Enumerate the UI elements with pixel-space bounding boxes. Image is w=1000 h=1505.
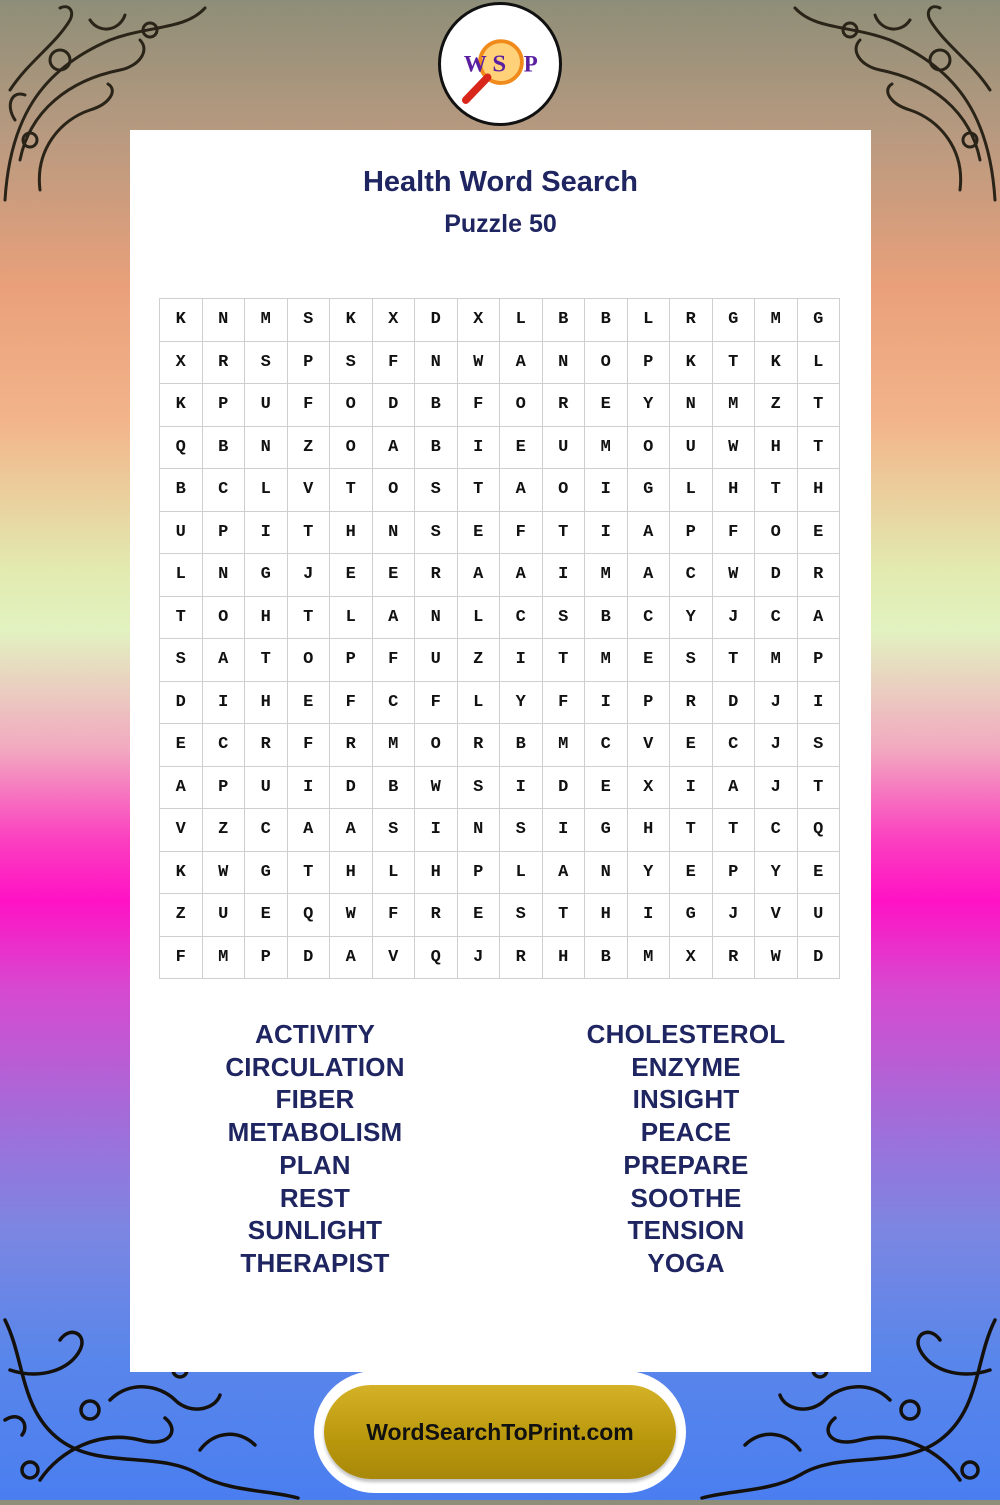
grid-cell[interactable]: V: [373, 937, 416, 980]
grid-cell[interactable]: Y: [755, 852, 798, 895]
grid-cell[interactable]: E: [628, 639, 671, 682]
word-item: THERAPIST: [240, 1247, 390, 1278]
grid-cell[interactable]: F: [288, 384, 331, 427]
grid-cell[interactable]: K: [160, 852, 203, 895]
grid-cell[interactable]: I: [458, 427, 501, 470]
grid-cell[interactable]: B: [585, 597, 628, 640]
grid-cell[interactable]: S: [245, 342, 288, 385]
grid-cell[interactable]: F: [373, 894, 416, 937]
grid-cell[interactable]: O: [330, 384, 373, 427]
grid-cell[interactable]: L: [628, 299, 671, 342]
grid-cell[interactable]: I: [500, 639, 543, 682]
grid-cell[interactable]: E: [160, 724, 203, 767]
grid-cell[interactable]: H: [713, 469, 756, 512]
grid-cell[interactable]: S: [288, 299, 331, 342]
word-item: ACTIVITY: [254, 1019, 376, 1049]
grid-cell[interactable]: G: [585, 809, 628, 852]
grid-cell[interactable]: N: [458, 809, 501, 852]
grid-cell[interactable]: T: [245, 639, 288, 682]
grid-cell[interactable]: F: [543, 682, 586, 725]
grid-cell[interactable]: H: [628, 809, 671, 852]
grid-cell[interactable]: B: [585, 937, 628, 980]
grid-cell[interactable]: C: [585, 724, 628, 767]
grid-cell[interactable]: L: [500, 852, 543, 895]
logo-letter-w: W: [463, 51, 487, 77]
grid-cell[interactable]: J: [458, 937, 501, 980]
grid-cell[interactable]: O: [203, 597, 246, 640]
grid-cell[interactable]: C: [203, 724, 246, 767]
grid-cell[interactable]: M: [755, 299, 798, 342]
grid-cell[interactable]: D: [798, 937, 841, 980]
grid-cell[interactable]: J: [713, 894, 756, 937]
grid-cell[interactable]: C: [245, 809, 288, 852]
grid-cell[interactable]: A: [500, 469, 543, 512]
grid-cell[interactable]: J: [755, 682, 798, 725]
grid-cell[interactable]: Z: [458, 639, 501, 682]
word-item: PLAN: [279, 1149, 351, 1180]
grid-cell[interactable]: D: [288, 937, 331, 980]
grid-cell[interactable]: S: [670, 639, 713, 682]
grid-cell[interactable]: L: [245, 469, 288, 512]
word-item: SUNLIGHT: [247, 1215, 383, 1246]
grid-cell[interactable]: T: [543, 639, 586, 682]
grid-cell[interactable]: T: [458, 469, 501, 512]
grid-cell[interactable]: F: [373, 639, 416, 682]
grid-cell[interactable]: W: [330, 894, 373, 937]
grid-cell[interactable]: I: [288, 767, 331, 810]
grid-cell[interactable]: Z: [288, 427, 331, 470]
grid-cell[interactable]: F: [288, 724, 331, 767]
grid-cell[interactable]: X: [628, 767, 671, 810]
grid-cell[interactable]: E: [798, 852, 841, 895]
grid-cell[interactable]: W: [203, 852, 246, 895]
grid-cell[interactable]: G: [670, 894, 713, 937]
grid-cell[interactable]: E: [585, 767, 628, 810]
grid-cell[interactable]: F: [160, 937, 203, 980]
word-item: YOGA: [647, 1247, 725, 1278]
grid-cell[interactable]: L: [500, 299, 543, 342]
grid-cell[interactable]: T: [160, 597, 203, 640]
wsp-logo: [438, 2, 562, 126]
grid-cell[interactable]: W: [755, 937, 798, 980]
grid-cell[interactable]: N: [373, 512, 416, 555]
grid-cell[interactable]: I: [628, 894, 671, 937]
word-item: PEACE: [640, 1117, 732, 1148]
grid-cell[interactable]: J: [755, 724, 798, 767]
word-list-left: [130, 1018, 500, 1280]
grid-cell[interactable]: F: [713, 512, 756, 555]
grid-cell[interactable]: A: [373, 597, 416, 640]
grid-cell[interactable]: N: [415, 597, 458, 640]
grid-cell[interactable]: T: [713, 639, 756, 682]
grid-cell[interactable]: O: [500, 384, 543, 427]
grid-cell[interactable]: D: [543, 767, 586, 810]
grid-cell[interactable]: I: [798, 682, 841, 725]
word-item: FIBER: [275, 1084, 355, 1115]
grid-cell[interactable]: T: [713, 342, 756, 385]
grid-cell[interactable]: S: [373, 809, 416, 852]
grid-cell[interactable]: M: [585, 427, 628, 470]
page-title: Health Word Search: [362, 166, 639, 198]
grid-cell[interactable]: A: [288, 809, 331, 852]
grid-cell[interactable]: I: [415, 809, 458, 852]
grid-cell[interactable]: R: [543, 384, 586, 427]
grid-cell[interactable]: U: [245, 767, 288, 810]
grid-cell[interactable]: K: [160, 384, 203, 427]
grid-cell[interactable]: D: [373, 384, 416, 427]
grid-cell[interactable]: E: [288, 682, 331, 725]
grid-cell[interactable]: Y: [500, 682, 543, 725]
grid-cell[interactable]: T: [798, 767, 841, 810]
word-item: TENSION: [627, 1215, 745, 1246]
grid-cell[interactable]: C: [203, 469, 246, 512]
grid-cell[interactable]: O: [755, 512, 798, 555]
grid-cell[interactable]: K: [755, 342, 798, 385]
grid-cell[interactable]: B: [543, 299, 586, 342]
grid-cell[interactable]: H: [798, 469, 841, 512]
grid-cell[interactable]: J: [713, 597, 756, 640]
grid-cell[interactable]: O: [543, 469, 586, 512]
grid-cell[interactable]: U: [543, 427, 586, 470]
grid-cell[interactable]: L: [798, 342, 841, 385]
grid-cell[interactable]: I: [245, 512, 288, 555]
grid-cell[interactable]: O: [373, 469, 416, 512]
grid-cell[interactable]: T: [798, 384, 841, 427]
grid-cell[interactable]: E: [670, 724, 713, 767]
grid-cell[interactable]: G: [713, 299, 756, 342]
grid-cell[interactable]: D: [415, 299, 458, 342]
grid-cell[interactable]: M: [203, 937, 246, 980]
grid-cell[interactable]: R: [670, 682, 713, 725]
grid-cell[interactable]: A: [203, 639, 246, 682]
grid-cell[interactable]: P: [628, 342, 671, 385]
grid-cell[interactable]: J: [755, 767, 798, 810]
grid-cell[interactable]: S: [500, 809, 543, 852]
grid-cell[interactable]: A: [500, 342, 543, 385]
grid-cell[interactable]: O: [330, 427, 373, 470]
grid-cell[interactable]: Q: [415, 937, 458, 980]
grid-cell[interactable]: V: [755, 894, 798, 937]
grid-cell[interactable]: P: [670, 512, 713, 555]
grid-cell[interactable]: E: [245, 894, 288, 937]
grid-cell[interactable]: M: [755, 639, 798, 682]
grid-cell[interactable]: L: [330, 597, 373, 640]
grid-cell[interactable]: S: [415, 512, 458, 555]
grid-cell[interactable]: X: [670, 937, 713, 980]
footer: [314, 1371, 686, 1493]
grid-cell[interactable]: E: [670, 852, 713, 895]
grid-cell[interactable]: U: [160, 512, 203, 555]
grid-cell[interactable]: S: [160, 639, 203, 682]
grid-cell[interactable]: R: [330, 724, 373, 767]
site-link-button[interactable]: [324, 1385, 676, 1479]
grid-cell[interactable]: M: [585, 639, 628, 682]
logo-letter-s: S: [492, 50, 507, 78]
puzzle-sheet: [130, 130, 871, 1372]
grid-cell[interactable]: B: [203, 427, 246, 470]
grid-cell[interactable]: P: [288, 342, 331, 385]
grid-cell[interactable]: E: [373, 554, 416, 597]
grid-cell[interactable]: H: [543, 937, 586, 980]
grid-cell[interactable]: G: [798, 299, 841, 342]
grid-cell[interactable]: C: [713, 724, 756, 767]
grid-cell[interactable]: A: [330, 937, 373, 980]
grid-cell[interactable]: X: [373, 299, 416, 342]
grid-cell[interactable]: Q: [288, 894, 331, 937]
grid-cell[interactable]: T: [543, 512, 586, 555]
grid-cell[interactable]: U: [670, 427, 713, 470]
grid-cell[interactable]: D: [160, 682, 203, 725]
grid-cell[interactable]: S: [330, 342, 373, 385]
grid-cell[interactable]: R: [500, 937, 543, 980]
grid-cell[interactable]: N: [203, 554, 246, 597]
grid-cell[interactable]: W: [458, 342, 501, 385]
grid-cell[interactable]: D: [330, 767, 373, 810]
grid-cell[interactable]: F: [458, 384, 501, 427]
grid-cell[interactable]: T: [670, 809, 713, 852]
grid-cell[interactable]: P: [330, 639, 373, 682]
grid-cell[interactable]: R: [458, 724, 501, 767]
grid-cell[interactable]: Z: [203, 809, 246, 852]
grid-cell[interactable]: Y: [628, 852, 671, 895]
word-item: SOOTHE: [630, 1182, 742, 1213]
grid-cell[interactable]: P: [203, 384, 246, 427]
grid-cell[interactable]: O: [585, 342, 628, 385]
grid-cell[interactable]: S: [458, 767, 501, 810]
word-list-right: [501, 1018, 871, 1280]
grid-cell[interactable]: K: [160, 299, 203, 342]
grid-cell[interactable]: U: [798, 894, 841, 937]
grid-cell[interactable]: B: [585, 299, 628, 342]
logo-letter-p: P: [523, 51, 538, 77]
grid-cell[interactable]: L: [458, 597, 501, 640]
grid-cell[interactable]: H: [245, 682, 288, 725]
grid-cell[interactable]: F: [373, 342, 416, 385]
grid-cell[interactable]: B: [160, 469, 203, 512]
grid-cell[interactable]: I: [585, 469, 628, 512]
grid-cell[interactable]: S: [500, 894, 543, 937]
grid-cell[interactable]: B: [415, 427, 458, 470]
grid-cell[interactable]: T: [543, 894, 586, 937]
grid-cell[interactable]: M: [585, 554, 628, 597]
grid-cell[interactable]: A: [458, 554, 501, 597]
grid-cell[interactable]: P: [245, 937, 288, 980]
grid-cell[interactable]: A: [373, 427, 416, 470]
grid-cell[interactable]: A: [713, 767, 756, 810]
grid-cell[interactable]: N: [543, 342, 586, 385]
grid-cell[interactable]: T: [288, 852, 331, 895]
word-item: CHOLESTEROL: [586, 1019, 786, 1049]
grid-cell[interactable]: D: [713, 682, 756, 725]
grid-cell[interactable]: H: [245, 597, 288, 640]
grid-cell[interactable]: S: [543, 597, 586, 640]
grid-cell[interactable]: T: [330, 469, 373, 512]
grid-cell[interactable]: S: [798, 724, 841, 767]
grid-cell[interactable]: C: [755, 597, 798, 640]
grid-cell[interactable]: T: [288, 597, 331, 640]
grid-cell[interactable]: R: [245, 724, 288, 767]
grid-cell[interactable]: P: [798, 639, 841, 682]
grid-cell[interactable]: T: [798, 427, 841, 470]
grid-cell[interactable]: H: [330, 512, 373, 555]
grid-cell[interactable]: P: [628, 682, 671, 725]
grid-cell[interactable]: I: [543, 554, 586, 597]
grid-cell[interactable]: G: [628, 469, 671, 512]
grid-cell[interactable]: W: [415, 767, 458, 810]
grid-cell[interactable]: E: [458, 894, 501, 937]
grid-cell[interactable]: P: [203, 767, 246, 810]
grid-cell[interactable]: M: [245, 299, 288, 342]
grid-cell[interactable]: C: [670, 554, 713, 597]
grid-cell[interactable]: L: [373, 852, 416, 895]
grid-cell[interactable]: I: [543, 809, 586, 852]
grid-cell[interactable]: C: [373, 682, 416, 725]
grid-cell[interactable]: N: [203, 299, 246, 342]
grid-cell[interactable]: K: [330, 299, 373, 342]
site-link-text: WordSearchToPrint.com: [366, 1418, 634, 1445]
grid-cell[interactable]: A: [160, 767, 203, 810]
grid-cell[interactable]: N: [670, 384, 713, 427]
grid-cell[interactable]: I: [585, 682, 628, 725]
grid-cell[interactable]: U: [203, 894, 246, 937]
grid-cell[interactable]: E: [798, 512, 841, 555]
grid-cell[interactable]: M: [543, 724, 586, 767]
grid-cell[interactable]: T: [713, 809, 756, 852]
grid-cell[interactable]: X: [160, 342, 203, 385]
word-item: METABOLISM: [227, 1117, 403, 1148]
grid-cell[interactable]: I: [203, 682, 246, 725]
grid-cell[interactable]: G: [245, 554, 288, 597]
grid-cell[interactable]: R: [713, 937, 756, 980]
grid-cell[interactable]: C: [755, 809, 798, 852]
grid-cell[interactable]: N: [585, 852, 628, 895]
letter-grid: [159, 298, 840, 979]
grid-cell[interactable]: N: [415, 342, 458, 385]
grid-cell[interactable]: A: [628, 512, 671, 555]
grid-cell[interactable]: F: [500, 512, 543, 555]
grid-cell[interactable]: V: [628, 724, 671, 767]
grid-cell[interactable]: L: [160, 554, 203, 597]
word-item: PREPARE: [623, 1149, 749, 1180]
grid-cell[interactable]: T: [755, 469, 798, 512]
grid-cell[interactable]: C: [500, 597, 543, 640]
grid-cell[interactable]: Z: [160, 894, 203, 937]
grid-cell[interactable]: R: [203, 342, 246, 385]
grid-cell[interactable]: U: [415, 639, 458, 682]
grid-cell[interactable]: P: [458, 852, 501, 895]
grid-cell[interactable]: G: [245, 852, 288, 895]
grid-cell[interactable]: E: [330, 554, 373, 597]
grid-cell[interactable]: Q: [798, 809, 841, 852]
grid-cell[interactable]: A: [798, 597, 841, 640]
word-item: REST: [279, 1182, 351, 1213]
grid-cell[interactable]: Z: [755, 384, 798, 427]
word-item: CIRCULATION: [225, 1051, 405, 1082]
grid-cell[interactable]: U: [245, 384, 288, 427]
grid-cell[interactable]: A: [330, 809, 373, 852]
grid-cell[interactable]: I: [585, 512, 628, 555]
grid-cell[interactable]: V: [288, 469, 331, 512]
grid-cell[interactable]: P: [203, 512, 246, 555]
grid-cell[interactable]: D: [755, 554, 798, 597]
grid-cell[interactable]: K: [670, 342, 713, 385]
puzzle-number: Puzzle 50: [444, 210, 557, 238]
grid-cell[interactable]: C: [628, 597, 671, 640]
grid-cell[interactable]: R: [415, 554, 458, 597]
grid-cell[interactable]: P: [713, 852, 756, 895]
grid-cell[interactable]: S: [415, 469, 458, 512]
grid-cell[interactable]: M: [713, 384, 756, 427]
grid-cell[interactable]: M: [373, 724, 416, 767]
grid-cell[interactable]: J: [288, 554, 331, 597]
grid-cell[interactable]: H: [585, 894, 628, 937]
grid-cell[interactable]: L: [458, 682, 501, 725]
grid-cell[interactable]: O: [288, 639, 331, 682]
grid-cell[interactable]: A: [543, 852, 586, 895]
grid-cell[interactable]: O: [628, 427, 671, 470]
grid-cell[interactable]: B: [415, 384, 458, 427]
grid-cell[interactable]: W: [713, 554, 756, 597]
grid-cell[interactable]: Y: [628, 384, 671, 427]
grid-cell[interactable]: H: [755, 427, 798, 470]
grid-cell[interactable]: E: [458, 512, 501, 555]
grid-cell[interactable]: R: [670, 299, 713, 342]
grid-cell[interactable]: H: [330, 852, 373, 895]
grid-cell[interactable]: M: [628, 937, 671, 980]
grid-cell[interactable]: W: [713, 427, 756, 470]
grid-cell[interactable]: E: [500, 427, 543, 470]
grid-cell[interactable]: R: [798, 554, 841, 597]
grid-cell[interactable]: A: [628, 554, 671, 597]
grid-cell[interactable]: X: [458, 299, 501, 342]
grid-cell[interactable]: V: [160, 809, 203, 852]
grid-cell[interactable]: R: [415, 894, 458, 937]
grid-cell[interactable]: Y: [670, 597, 713, 640]
word-item: ENZYME: [631, 1051, 741, 1082]
grid-cell[interactable]: F: [415, 682, 458, 725]
grid-cell[interactable]: N: [245, 427, 288, 470]
grid-cell[interactable]: B: [500, 724, 543, 767]
grid-cell[interactable]: T: [288, 512, 331, 555]
grid-cell[interactable]: E: [585, 384, 628, 427]
grid-cell[interactable]: F: [330, 682, 373, 725]
grid-cell[interactable]: H: [415, 852, 458, 895]
grid-cell[interactable]: I: [670, 767, 713, 810]
grid-cell[interactable]: L: [670, 469, 713, 512]
grid-cell[interactable]: A: [500, 554, 543, 597]
grid-cell[interactable]: Q: [160, 427, 203, 470]
grid-cell[interactable]: O: [415, 724, 458, 767]
word-list: [130, 1018, 871, 1280]
word-item: INSIGHT: [632, 1084, 740, 1115]
grid-cell[interactable]: I: [500, 767, 543, 810]
grid-cell[interactable]: B: [373, 767, 416, 810]
